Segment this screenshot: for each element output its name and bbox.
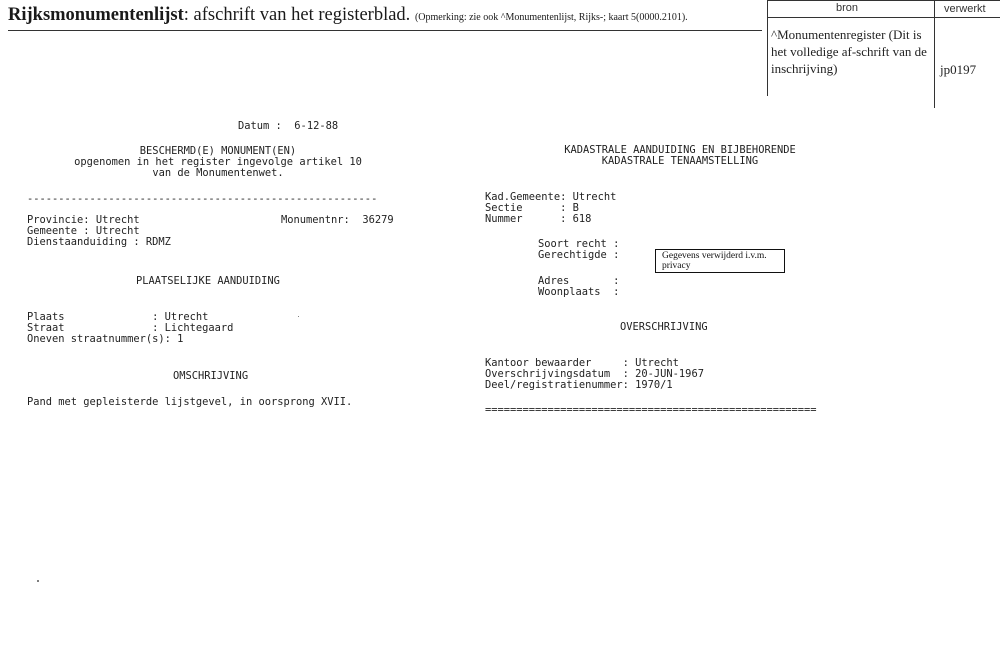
adres: Adres : bbox=[538, 275, 620, 287]
woonplaats: Woonplaats : bbox=[538, 286, 620, 298]
source-text: ^Monumentenregister (Dit is het volledige af-schrift van de inschrijving) bbox=[771, 27, 927, 76]
title-bold: Rijksmonumentenlijst bbox=[8, 5, 184, 25]
scan-speck bbox=[37, 580, 39, 582]
datum-line: Datum : 6-12-88 bbox=[238, 120, 339, 132]
overschrijving-heading: OVERSCHRIJVING bbox=[620, 321, 708, 333]
col-bron: bron bbox=[836, 2, 859, 14]
omschrijving-heading: OMSCHRIJVING bbox=[173, 370, 249, 382]
title-rest: : afschrift van het registerblad. bbox=[183, 5, 411, 25]
dienstaanduiding: Dienstaanduiding : RDMZ bbox=[27, 236, 171, 248]
processed-code: jp0197 bbox=[940, 62, 977, 77]
left-title-2: opgenomen in het register ingevolge artikel 10 bbox=[74, 156, 362, 168]
right-title-1: KADASTRALE AANDUIDING EN BIJBEHORENDE bbox=[564, 144, 796, 156]
gemeente: Gemeente : Utrecht bbox=[27, 225, 140, 237]
plaatselijke-heading: PLAATSELIJKE AANDUIDING bbox=[136, 275, 280, 287]
overschrijvingsdatum: Overschrijvingsdatum : 20-JUN-1967 bbox=[485, 368, 704, 380]
left-title-1: BESCHERMD(E) MONUMENT(EN) bbox=[139, 145, 297, 157]
box-left-rule bbox=[767, 0, 768, 96]
sectie: Sectie : B bbox=[485, 202, 579, 214]
page-title bbox=[8, 5, 688, 26]
plaats: Plaats : Utrecht bbox=[27, 311, 209, 323]
straat: Straat : Lichtegaard bbox=[27, 322, 234, 334]
box-mid-rule bbox=[934, 0, 935, 108]
nummer: Nummer : 618 bbox=[485, 213, 592, 225]
box-header-rule bbox=[768, 17, 1000, 18]
gerechtigde: Gerechtigde : bbox=[538, 249, 620, 261]
col-verwerkt: verwerkt bbox=[944, 3, 986, 15]
provincie: Provincie: Utrecht bbox=[27, 214, 140, 226]
right-title-2: KADASTRALE TENAAMSTELLING bbox=[601, 155, 759, 167]
kantoor-bewaarder: Kantoor bewaarder : Utrecht bbox=[485, 357, 679, 369]
deel-registratienummer: Deel/registratienummer: 1970/1 bbox=[485, 379, 673, 391]
left-dashes: -------------------------------------------------------- bbox=[27, 194, 378, 205]
privacy-redaction-box: Gegevens verwijderd i.v.m. privacy bbox=[655, 249, 785, 273]
omschrijving-text: Pand met gepleisterde lijstgevel, in oorsprong XVII. bbox=[27, 396, 353, 408]
left-title-3: van de Monumentenwet. bbox=[152, 167, 284, 179]
title-note: (Opmerking: zie ook ^Monumentenlijst, Rijks-; kaart 5(0000.2101). bbox=[414, 12, 688, 23]
kad-gemeente: Kad.Gemeente: Utrecht bbox=[485, 191, 617, 203]
box-top-rule bbox=[768, 0, 1000, 1]
monumentnr: Monumentnr: 36279 bbox=[281, 214, 394, 226]
oneven-straatnummers: Oneven straatnummer(s): 1 bbox=[27, 333, 184, 345]
soort-recht: Soort recht : bbox=[538, 238, 620, 250]
scan-speck bbox=[298, 316, 299, 317]
right-equals-rule: ===================================================== bbox=[485, 405, 817, 416]
header-rule bbox=[8, 30, 762, 31]
